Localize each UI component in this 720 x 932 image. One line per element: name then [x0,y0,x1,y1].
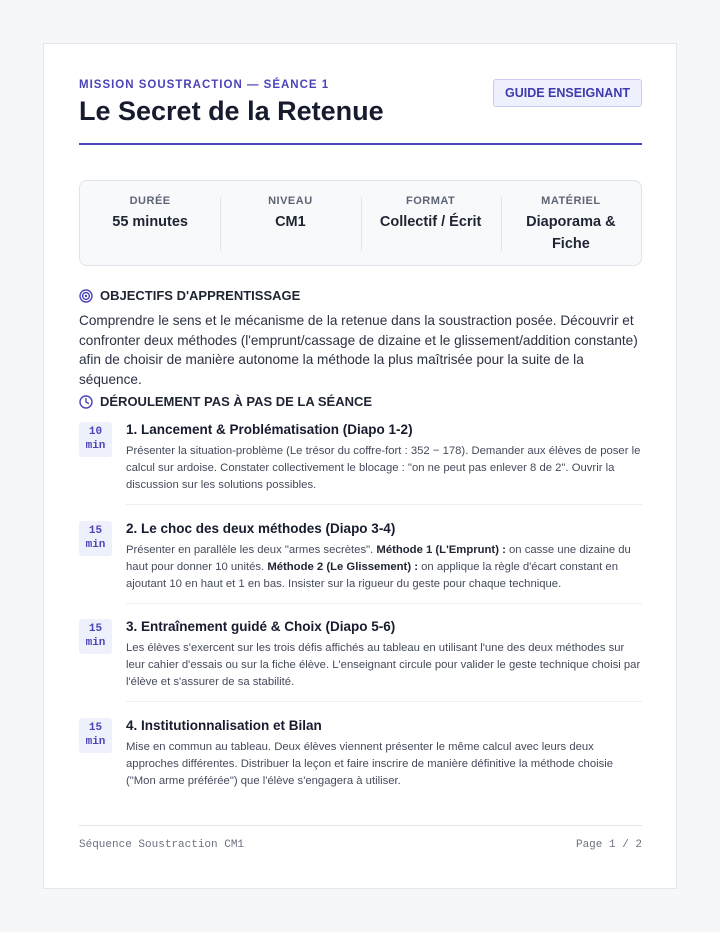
step-duration: 15 min [79,619,112,654]
guide-badge: GUIDE ENSEIGNANT [493,79,642,107]
step-divider [126,504,642,505]
step-description [126,739,642,791]
meta-value: CM1 [275,214,306,230]
document-page [43,43,677,889]
description-text: on applique la règle d'écart constant en ajoutant 10 en haut et 1 en bas. Insister sur la rigueur du geste pour chaque technique. [126,561,618,591]
description-text: Les élèves s'exercent sur les trois défis affichés au tableau en utilisant l'une des deux méthodes sur leur cahier d'essais ou sur la fiche élève. L'enseignant circule pour valider le geste technique choisi par l'élève et s'assurer de sa stabilité. [126,642,641,689]
step-divider [126,603,642,604]
step-duration: 15 min [79,718,112,753]
footer-page-number: Page 1 / 2 [575,839,642,851]
description-text: Présenter en parallèle les deux "armes secrètes". [126,544,377,556]
meta-label: DURÉE [129,195,171,207]
objectives-heading-label: OBJECTIFS D'APPRENTISSAGE [100,288,301,303]
method-label: Méthode 2 (Le Glissement) : [267,561,418,574]
target-icon [79,289,93,303]
meta-value: 55 minutes [112,214,188,230]
steps-heading-label: DÉROULEMENT PAS À PAS DE LA SÉANCE [100,394,373,409]
description-text: on casse une dizaine du haut pour donner 10 unités. [126,544,631,574]
meta-value: Diaporama & Fiche [526,214,616,252]
session-info-panel [79,180,642,266]
meta-material [501,181,641,265]
meta-level [220,181,360,265]
title-divider [79,143,642,145]
step-title: 4. Institutionnalisation et Bilan [126,718,322,733]
footer-divider [79,825,642,826]
meta-label: FORMAT [406,195,456,207]
objectives-heading [79,288,300,303]
step-duration: 10 min [79,422,112,457]
step-description [126,542,642,594]
step-duration: 15 min [79,521,112,556]
meta-label: MATÉRIEL [541,195,601,207]
step-divider [126,701,642,702]
step-description [126,443,642,495]
steps-heading [79,394,372,409]
page-title: Le Secret de la Retenue [79,96,384,126]
description-text: Présenter la situation-problème (Le trésor du coffre-fort : 352 − 178). Demander aux élèves de poser le calcul sur ardoise. Constater collectivement le blocage : "on ne peut pas enlever 8 de 2". Ouvrir la discussion sur les solutions possibles. [126,445,641,492]
meta-label: NIVEAU [268,195,313,207]
description-text: Mise en commun au tableau. Deux élèves viennent présenter le même calcul avec leurs deux approches différentes. Distribuer la leçon et faire inscrire de manière définitive la méthode choisie ("Mon arme préférée") que l'élève s'engagera à utiliser. [126,741,614,788]
step-description [126,640,642,692]
objectives-text: Comprendre le sens et le mécanisme de la retenue dans la soustraction posée. Découvrir et confronter deux méthodes (l'emprunt/cassage de dizaine et le glissement/addition constante) afin de choisir de manière autonome la méthode la plus maîtrisée pour la suite de la séquence. [79,313,638,387]
meta-value: Collectif / Écrit [379,214,482,230]
mission-kicker: MISSION SOUSTRACTION — SÉANCE 1 [79,79,330,91]
clock-icon [79,395,93,409]
meta-duration [80,181,220,265]
step-title: 2. Le choc des deux méthodes (Diapo 3-4) [126,521,396,536]
meta-format [361,181,501,265]
step-title: 1. Lancement & Problématisation (Diapo 1-2) [126,422,413,437]
step-title: 3. Entraînement guidé & Choix (Diapo 5-6) [126,619,396,634]
footer-sequence-label: Séquence Soustraction CM1 [79,839,245,851]
method-label: Méthode 1 (L'Emprunt) : [376,544,506,556]
